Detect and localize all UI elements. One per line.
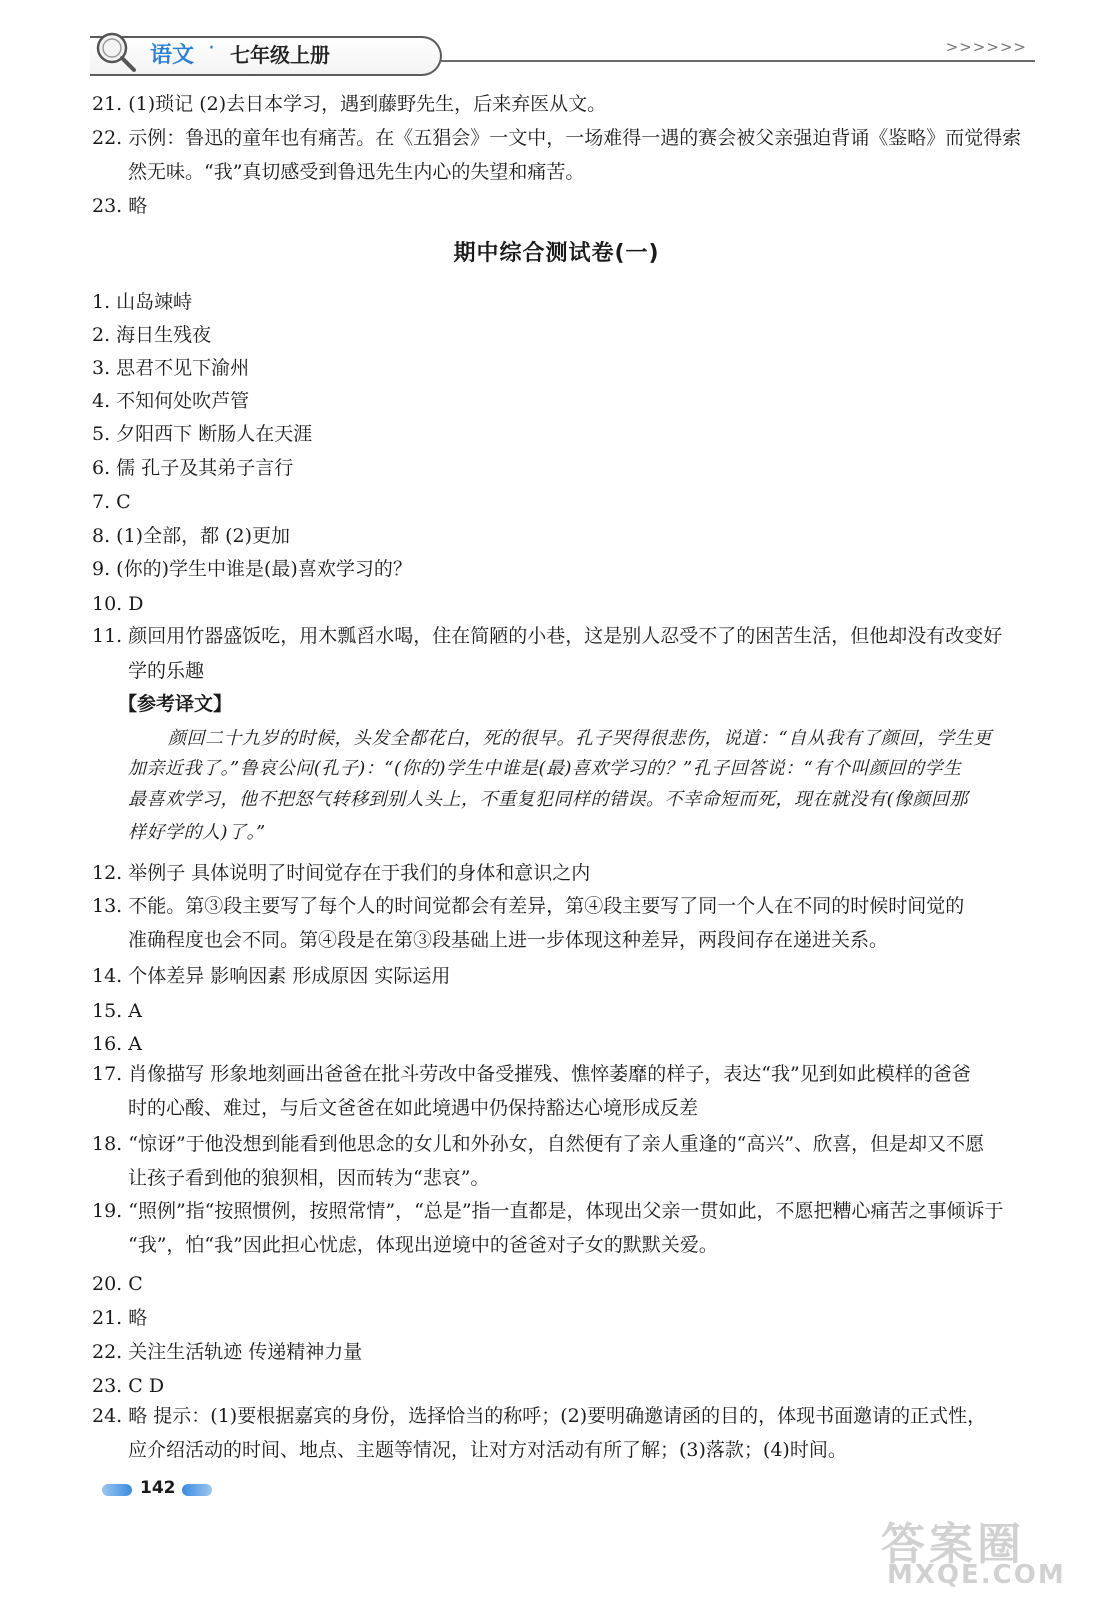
answer-line: 4. 不知何处吹芦管	[92, 390, 250, 412]
answer-line: 然无味。“我”真切感受到鲁迅先生内心的失望和痛苦。	[128, 161, 585, 183]
answer-line: 19. “照例”指“按照惯例，按照常情”，“总是”指一直都是，体现出父亲一贯如此，不愿把糟心痛苦之事倾诉于	[92, 1200, 1004, 1222]
reference-line: 最喜欢学习，他不把怒气转移到别人头上，不重复犯同样的错误。不幸命短而死，现在就没有(像颜回那	[128, 789, 969, 810]
page-number: 142	[140, 1478, 176, 1498]
reference-title: 【参考译文】	[118, 693, 233, 715]
grade-label: 七年级上册	[230, 43, 330, 67]
answer-line: 3. 思君不见下渝州	[92, 357, 250, 379]
answer-line: 8. (1)全部，都 (2)更加	[92, 525, 291, 547]
section-title: 期中综合测试卷(一)	[453, 241, 660, 266]
answer-line: 23. 略	[92, 195, 148, 217]
answer-line: “我”，怕“我”因此担心忧虑，体现出逆境中的爸爸对子女的默默关爱。	[128, 1234, 718, 1256]
answer-line: 1. 山岛竦峙	[92, 291, 193, 313]
answer-line: 22. 示例：鲁迅的童年也有痛苦。在《五猖会》一文中，一场难得一遇的赛会被父亲强迫背诵《鉴略》而觉得索	[92, 127, 1022, 149]
answer-line: 22. 关注生活轨迹 传递精神力量	[92, 1341, 363, 1363]
answer-line: 时的心酸、难过，与后文爸爸在如此境遇中仍保持豁达心境形成反差	[128, 1097, 699, 1119]
subject-label: 语文	[150, 43, 195, 68]
answer-line: 14. 个体差异 影响因素 形成原因 实际运用	[92, 965, 451, 987]
magnifier-logo-icon	[92, 28, 138, 74]
reference-line: 样好学的人)了。”	[128, 822, 266, 843]
answer-line: 20. C	[92, 1273, 143, 1295]
answer-line: 17. 肖像描写 形象地刻画出爸爸在批斗劳改中备受摧残、憔悴萎靡的样子，表达“我”见到如此模样的爸爸	[92, 1063, 971, 1085]
answer-line: 应介绍活动的时间、地点、主题等情况，让对方对活动有所了解；(3)落款；(4)时间。	[128, 1439, 847, 1461]
answer-line: 9. (你的)学生中谁是(最)喜欢学习的？	[92, 558, 412, 580]
reference-line: 加亲近我了。”鲁哀公问(孔子)：“(你的)学生中谁是(最)喜欢学习的？”孔子回答说：“有个叫颜回的学生	[128, 758, 962, 779]
watermark-main: 答案圈	[881, 1519, 1025, 1570]
answer-line: 7. C	[92, 491, 131, 513]
answer-line: 21. 略	[92, 1307, 148, 1329]
answer-line: 15. A	[92, 1000, 142, 1022]
answer-line: 5. 夕阳西下 断肠人在天涯	[92, 423, 313, 445]
footer-left-pill	[102, 1484, 132, 1496]
answer-line: 21. (1)琐记 (2)去日本学习，遇到藤野先生，后来弃医从文。	[92, 93, 607, 115]
header-rule	[440, 60, 1035, 62]
answer-line: 准确程度也会不同。第④段是在第③段基础上进一步体现这种差异，两段间存在递进关系。	[128, 929, 889, 951]
chevrons-decoration: >>>>>>	[945, 38, 1027, 56]
answer-line: 让孩子看到他的狼狈相，因而转为“悲哀”。	[128, 1167, 490, 1189]
header-separator: ·	[208, 36, 215, 61]
answer-line: 12. 举例子 具体说明了时间觉存在于我们的身体和意识之内	[92, 862, 591, 884]
footer-right-pill	[182, 1484, 212, 1496]
answer-line: 13. 不能。第③段主要写了每个人的时间觉都会有差异，第④段主要写了同一个人在不同的时候时间觉的	[92, 895, 965, 917]
answer-line: 16. A	[92, 1033, 142, 1055]
answer-line: 11. 颜回用竹器盛饭吃，用木瓢舀水喝，住在简陋的小巷，这是别人忍受不了的困苦生活，但他却没有改变好	[92, 625, 1003, 647]
watermark	[873, 1508, 1083, 1592]
watermark-domain: MXQE.COM	[887, 1560, 1066, 1590]
reference-line: 颜回二十九岁的时候，头发全都花白，死的很早。孔子哭得很悲伤，说道：“自从我有了颜回，学生更	[168, 728, 992, 749]
page-header	[90, 28, 1035, 78]
answer-line: 学的乐趣	[128, 660, 205, 682]
answer-line: 24. 略 提示：(1)要根据嘉宾的身份，选择恰当的称呼；(2)要明确邀请函的目的，体现书面邀请的正式性，	[92, 1405, 987, 1427]
answer-line: 6. 儒 孔子及其弟子言行	[92, 457, 294, 479]
answer-line: 2. 海日生残夜	[92, 324, 212, 346]
answer-line: 23. C D	[92, 1375, 165, 1397]
answer-line: 18. “惊讶”于他没想到能看到他思念的女儿和外孙女，自然便有了亲人重逢的“高兴”、欣喜，但是却又不愿	[92, 1133, 985, 1155]
answer-line: 10. D	[92, 593, 144, 615]
